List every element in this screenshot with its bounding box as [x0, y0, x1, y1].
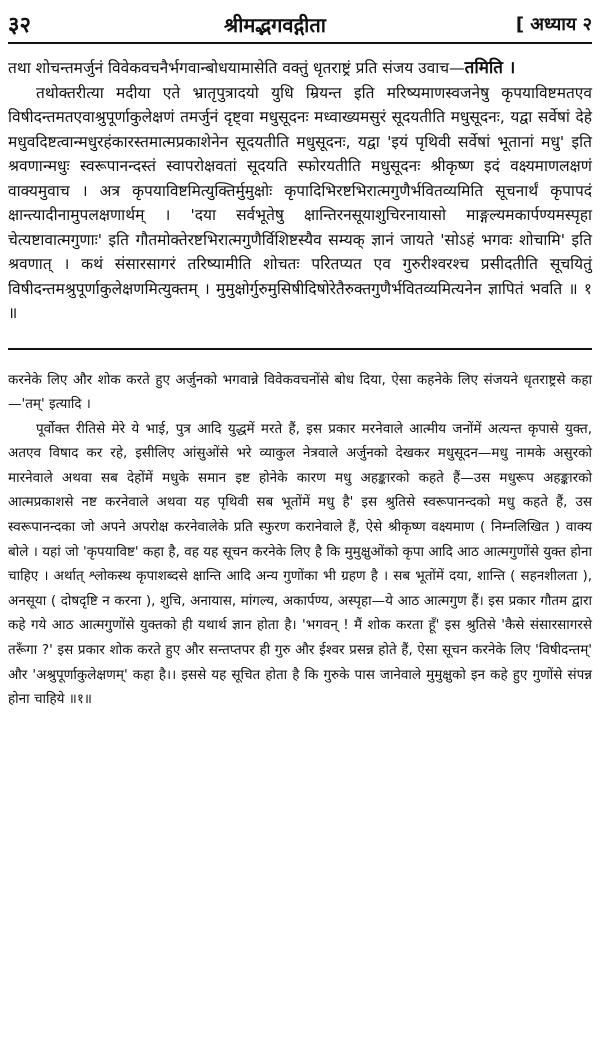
hindi-para-2: पूर्वोक्त रीतिसे मेरे ये भाई, पुत्र आदि युद्धमें मरते हैं, इस प्रकार मरनेवाले आत्मीय जनोंमें अत्यन्त कृपासे युक्त, अतएव विषाद कर रहे, इसीलिए आंसुओंसे भरे व्याकुल नेत्रवाले अर्जुनको देखकर मधुसूदन—मधु नामके असुरको मारनेवाले अथवा सब देहोंमें मधुके समान इष्ट होनेके कारण मधु अहङ्कारको कहते हैं—उस मधुरूप अहङ्कारको आत्मप्रकाशसे नष्ट करनेवाले अथवा यह पृथिवी सब भूतोंमें मधु है' इस श्रुतिसे स्वरूपानन्दको मधु कहते हैं, उस स्वरूपानन्दका जो अपने अपरोक्ष करनेवालेके प्रति स्फुरण करानेवाले हैं, ऐसे श्रीकृष्ण वक्ष्यमाण ( निम्नलिखित ) वाक्य बोले । यहां जो 'कृपयाविष्ट' कहा है, वह यह सूचन करनेके लिए है कि मुमुक्षुओंको कृपा आदि आठ आत्मगुणोंसे युक्त होना चाहिए । अर्थात् श्लोकस्थ कृपाशब्दसे क्षान्ति आदि अन्य गुणोंका भी ग्रहण है । सब भूतोंमें दया, शान्ति ( सहनशीलता ), अनसूया ( दोषदृष्टि न करना ), शुचि, अनायास, मांगल्य, अकार्पण्य, अस्पृहा—ये आठ आत्मगुण हैं। इस प्रकार गौतम द्वारा कहे गये आठ आत्मगुणोंसे युक्तको ही यथार्थ ज्ञान होता है। 'भगवन् ! मैं शोक करता हूँ' इस श्रुतिसे 'कैसे संसारसागरसे तरूँगा ?' इस प्रकार शोक करते हुए और सन्तप्तपर ही गुरु और ईश्वर प्रसन्न होते हैं, ऐसा सूचन करनेके लिए 'विषीदन्तम्' और 'अश्रुपूर्णाकुलेक्षणम्' कहा है।। इससे यह सूचित होता है कि गुरुके पास जानेवाले मुमुक्षुको इन कहे हुए गुणोंसे संपन्न होना चाहिये ॥१॥ — [8, 420, 592, 708]
section-divider — [8, 348, 592, 350]
sanskrit-intro — [8, 56, 592, 81]
sanskrit-commentary-body: तथोक्तरीत्या मदीया एते भ्रातृपुत्रादयो युधि म्रियन्त इति मरिष्यमाणस्वजनेषु कृपयाविष्टमतएव विषीदन्तमतएवाश्रुपूर्णाकुलेक्षणं तमर्जुनं दृष्ट्वा मधुसूदनः मध्वाख्यमसुरं सूदयतीति मधुसूदनः, यद्वा सर्वेषां देहे मधुवदिष्टत्वान्मधुरहंकारस्तमात्मप्रकाशेनेन सूदयतीति मधुसूदनः, यद्वा 'इयं पृथिवी सर्वेषां भूतानां मधु' इति श्रवणान्मधुः स्वरूपानन्दस्तं स्वापरोक्षवतां सूदयति स्फोरयतीति मधुसूदनः श्रीकृष्ण इदं वक्ष्यमाणलक्षणं वाक्यमुवाच । अत्र कृपयाविष्टमित्युक्तिर्मुमुक्षोः कृपादिभिरष्टभिरात्मगुणैर्भवितव्यमिति सूचनार्थं कृपापदं क्षान्त्यादीनामुपलक्षणार्थम् । 'दया सर्वभूतेषु क्षान्तिरनसूयाशुचिरनायासो माङ्गल्यमकार्पण्यमस्पृहा चेत्यष्टावात्मगुणाः' इति गौतमोक्तेरष्टभिरात्मगुणैर्विशिष्टस्यैव सम्यक् ज्ञानं जायते 'सोऽहं भगवः शोचामि' इति श्रवणात् । कथं संसारसागरं तरिष्यामीति शोचतः परितप्यत एव गुरुरीश्वरश्च प्रसीदतीति सूचयितुं विषीदन्तमश्रुपूर्णाकुलेक्षणमित्युक्तम् । मुमुक्षोर्गुरुमुसिषीदिषोरेतैरुक्तगुणैर्भवितव्यमित्यनेन ज्ञापितं भवति ॥ १ ॥ — [8, 83, 592, 322]
page-header — [8, 6, 592, 44]
chapter-label: [ अध्याय २ — [515, 14, 592, 35]
sanskrit-intro-text: तथा शोचन्तमर्जुनं विवेकवचनैर्भगवान्बोधयामासेति वक्तुं धृतराष्ट्रं प्रति संजय उवाच— — [8, 59, 465, 77]
page-number: ३२ — [8, 13, 31, 38]
sanskrit-intro-bold: तमिति । — [464, 58, 516, 78]
hindi-para-1: करनेके लिए और शोक करते हुए अर्जुनको भगवान्ने विवेकवचनोंसे बोध दिया, ऐसा कहनेके लिए संजयने धृतराष्ट्रसे कहा—'तम्' इत्यादि । — [8, 371, 592, 413]
book-title: श्रीमद्भगवद्गीता — [224, 12, 326, 37]
hindi-translation — [8, 368, 592, 712]
sanskrit-commentary — [8, 56, 592, 326]
